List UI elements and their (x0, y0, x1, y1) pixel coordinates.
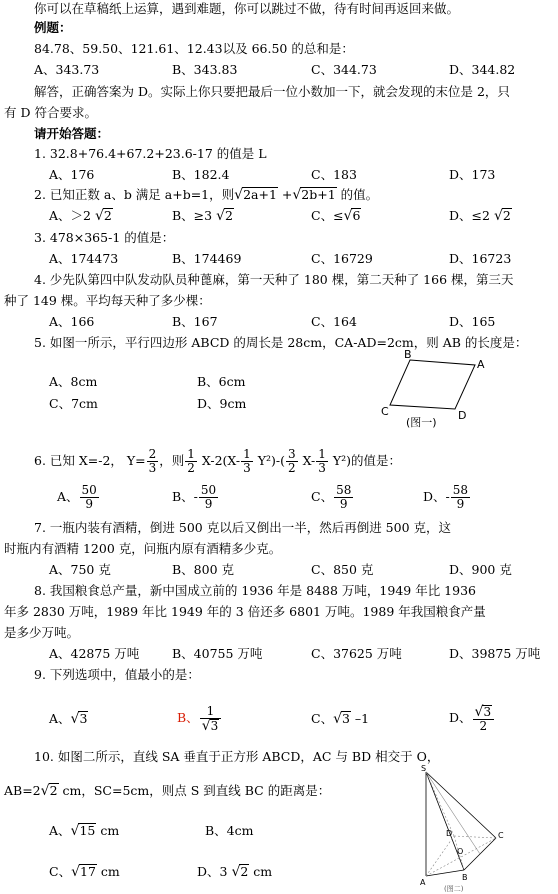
q5-option-b: B、6cm (197, 374, 246, 389)
figure-caption: (图一) (406, 416, 437, 429)
q7-option-b: B、800 克 (172, 562, 235, 577)
q7-option-d: D、900 克 (449, 562, 512, 577)
q3-option-c: C、16729 (311, 251, 373, 266)
example-explanation-2: 有 D 符合要求。 (4, 105, 97, 120)
q8-option-a: A、42875 万吨 (49, 646, 140, 661)
figure-caption: (图二) (444, 885, 464, 892)
q8-stem-3: 是多少万吨。 (4, 625, 80, 640)
q1-option-d: D、173 (449, 167, 496, 182)
example-question: 84.78、59.50、121.61、12.43以及 66.50 的总和是： (34, 41, 354, 56)
q2-stem-tail: 的值。 (336, 187, 379, 202)
example-option-b: B、343.83 (172, 62, 238, 77)
q8-option-b: B、40755 万吨 (172, 646, 263, 661)
q1-option-c: C、183 (311, 167, 357, 182)
q3-stem: 3. 478×365-1 的值是： (34, 230, 175, 245)
q4-stem-1: 4. 少先队第四中队发动队员种蓖麻，第一天种了 180 棵，第二天种了 166 棵，第三天 (34, 272, 514, 287)
q7-option-c: C、850 克 (311, 562, 374, 577)
label-b: B (462, 873, 468, 882)
label-d: D (458, 409, 467, 422)
q9-stem: 9. 下列选项中，值最小的是： (34, 667, 200, 682)
label-c: C (381, 405, 389, 418)
q9-option-d: D、 $\frac{√3}{2}$ (449, 698, 495, 738)
label-b: B (404, 348, 412, 361)
q10-option-c: C、√17 cm (49, 864, 120, 880)
q10-stem-2: AB=2√2 cm，SC=5cm，则点 S 到直线 BC 的距离是： (4, 783, 331, 799)
example-explanation-1: 解答，正确答案为 D。实际上你只要把最后一位小数加一下，就会发现的末位是 2，只 (34, 84, 510, 99)
q3-option-d: D、16723 (449, 251, 512, 266)
q1-stem: 1. 32.8+76.4+67.2+23.6-17 的值是 L (34, 146, 267, 161)
parallelogram-shape (390, 360, 475, 409)
q2-stem-text: 2. 已知正数 a、b 满足 a+b=1，则 (34, 187, 235, 202)
intro-text: 你可以在草稿纸上运算，遇到难题，你可以跳过不做，待有时间再返回来做。 (34, 1, 460, 16)
q5-option-a: A、8cm (49, 374, 98, 389)
q5-option-c: C、7cm (49, 396, 98, 411)
q3-option-a: A、174473 (49, 251, 119, 266)
q4-option-b: B、167 (172, 314, 218, 329)
q10-option-b: B、4cm (205, 823, 254, 838)
q2-option-d: D、≤2 √2 (449, 208, 511, 224)
q8-stem-2: 年多 2830 万吨，1989 年比 1949 年的 3 倍还多 6801 万吨。1989 年我国粮食产量 (4, 604, 486, 619)
q9-option-b: B、 $\frac{1}{√3}$ (177, 698, 222, 738)
q8-stem-1: 8. 我国粮食总产量，新中国成立前的 1936 年是 8488 万吨，1949 年比 1936 (34, 583, 476, 598)
q1-option-b: B、182.4 (172, 167, 230, 182)
example-option-c: C、344.73 (311, 62, 377, 77)
q2-option-b: B、≥3 √2 (172, 208, 233, 224)
example-option-d: D、344.82 (449, 62, 516, 77)
q9-option-c: C、√3 –1 (311, 711, 370, 727)
q10-option-d: D、3 √2 cm (197, 864, 273, 880)
q2-stem: 2. 已知正数 a、b 满足 a+b=1，则√2a+1 +√2b+1 的值。 (34, 187, 379, 203)
q10-figure-pyramid (418, 764, 510, 892)
q4-option-c: C、164 (311, 314, 357, 329)
q9-option-a: A、√3 (49, 711, 88, 727)
example-option-a: A、343.73 (34, 62, 100, 77)
q1-option-a: A、176 (49, 167, 95, 182)
start-heading: 请开始答题： (34, 126, 110, 141)
q8-option-d: D、39875 万吨 (449, 646, 541, 661)
q2-radicand-2: 2b+1 (301, 187, 336, 202)
label-o: O (457, 847, 464, 856)
q8-option-c: C、37625 万吨 (311, 646, 402, 661)
q6-option-b: B、- $\frac{50}{9}$ (172, 483, 217, 511)
label-a: A (420, 878, 426, 887)
q6-option-c: C、 $\frac{58}{9}$ (311, 483, 352, 511)
q10-option-a: A、√15 cm (49, 823, 120, 839)
label-c: C (498, 831, 504, 840)
q4-option-d: D、165 (449, 314, 496, 329)
q6-option-d: D、- $\frac{58}{9}$ (423, 483, 469, 511)
q2-option-a: A、＞2 √2 (49, 208, 112, 224)
q7-option-a: A、750 克 (49, 562, 111, 577)
q5-figure-parallelogram (380, 348, 500, 436)
q7-stem-1: 7. 一瓶内装有酒精，倒进 500 克以后又倒出一半，然后再倒进 500 克，这 (34, 520, 452, 535)
q6-stem: 6. 已知 X=-2， Y= $\frac{2}{3}$ ，则 $\frac{1}{2}$ X-2(X- $\frac{1}{3}$ Y²)-( $\frac{3}{2}$ X- $\frac{1}{3}$ Y²)的值是： (34, 447, 402, 475)
q4-stem-2: 种了 149 棵。平均每天种了多少棵： (4, 293, 211, 308)
q5-stem: 5. 如图一所示，平行四边形 ABCD 的周长是 28cm，CA-AD=2cm，则 AB 的长度是： (34, 335, 528, 350)
q2-plus: + (277, 187, 293, 202)
q6-option-a: A、 $\frac{50}{9}$ (57, 483, 97, 511)
q5-option-d: D、9cm (197, 396, 247, 411)
label-a: A (477, 358, 485, 371)
q7-stem-2: 时瓶内有酒精 1200 克，问瓶内原有酒精多少克。 (4, 541, 282, 556)
q3-option-b: B、174469 (172, 251, 242, 266)
q2-option-c: C、≤√6 (311, 208, 361, 224)
q2-radicand-1: 2a+1 (243, 187, 277, 202)
label-s: S (421, 764, 427, 773)
q4-option-a: A、166 (49, 314, 95, 329)
example-title: 例题： (34, 20, 72, 35)
label-d: D (446, 829, 453, 838)
q10-stem-1: 10. 如图二所示，直线 SA 垂直于正方形 ABCD，AC 与 BD 相交于 O， (34, 749, 440, 764)
